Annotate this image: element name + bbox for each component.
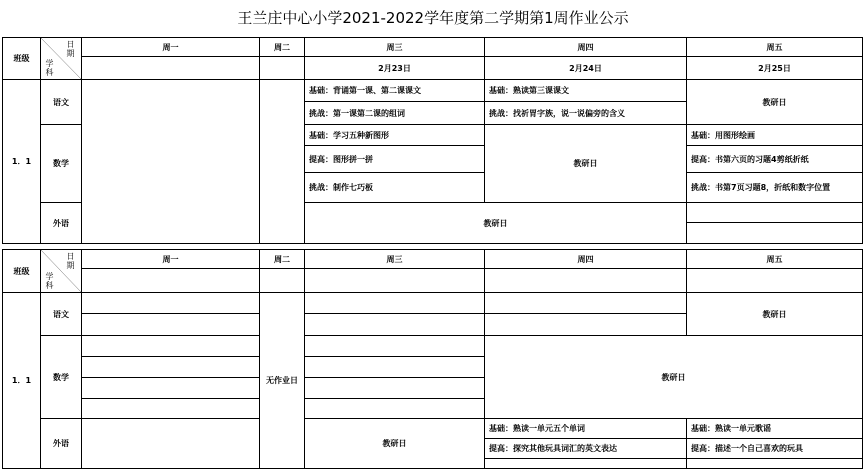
date-wed: 2月23日 [305, 57, 485, 80]
chinese-mon-1 [82, 293, 260, 314]
day-fri-2: 周五 [687, 250, 863, 269]
date-tue-2 [260, 269, 305, 293]
foreign-fri-3 [687, 459, 863, 469]
date-thu-2 [485, 269, 687, 293]
subject-math-2: 数学 [41, 336, 82, 419]
foreign-thu-improve: 提高：探究其他玩具词汇的英文表达 [485, 439, 687, 459]
math-thu-fri: 教研日 [485, 336, 863, 419]
subject-foreign-2: 外语 [41, 419, 82, 469]
day-thu: 周四 [485, 38, 687, 57]
day-fri: 周五 [687, 38, 863, 57]
class-header: 班级 [3, 38, 41, 80]
math-fri-improve: 提高：书第六页的习题4剪纸折纸 [687, 146, 863, 173]
day-tue-2: 周二 [260, 250, 305, 269]
homework-table-2 [2, 249, 863, 469]
day-thu-2: 周四 [485, 250, 687, 269]
subject-header-label: 学科 [45, 59, 54, 77]
page-title: 王兰庄中心小学2021-2022学年度第二学期第1周作业公示 [237, 9, 629, 27]
day-tue: 周二 [260, 38, 305, 57]
math-thu: 教研日 [485, 125, 687, 203]
mon-cell [82, 80, 260, 244]
foreign-fri-basic: 基础：熟读一单元歌谣 [687, 419, 863, 439]
math-mon-2 [82, 357, 260, 378]
math-fri-basic: 基础：用图形绘画 [687, 125, 863, 146]
math-mon-1 [82, 336, 260, 357]
subject-chinese: 语文 [41, 80, 82, 125]
math-wed-improve: 提高：图形拼一拼 [305, 146, 485, 173]
class-cell: 1．1 [3, 80, 41, 244]
date-subject-header [41, 38, 82, 80]
day-mon: 周一 [82, 38, 260, 57]
chinese-wed-basic: 基础：背诵第一课、第二课课文 [305, 80, 485, 102]
tue-cell [260, 80, 305, 244]
math-mon-3 [82, 378, 260, 399]
date-mon [82, 57, 260, 80]
subject-chinese-2: 语文 [41, 293, 82, 336]
date-subject-header-2 [41, 250, 82, 293]
math-wed-1 [305, 336, 485, 357]
date-thu: 2月24日 [485, 57, 687, 80]
subject-header-label-2: 学科 [45, 272, 54, 290]
chinese-wed-2 [305, 314, 485, 336]
class-header-2: 班级 [3, 250, 41, 293]
foreign-fri-1 [687, 203, 863, 223]
foreign-mon [82, 419, 260, 469]
date-wed-2 [305, 269, 485, 293]
chinese-mon-2 [82, 314, 260, 336]
chinese-thu-1 [485, 293, 687, 314]
date-fri-2 [687, 269, 863, 293]
chinese-fri: 教研日 [687, 80, 863, 125]
chinese-wed-challenge: 挑战：第一课第二课的组词 [305, 102, 485, 125]
chinese-fri-2: 教研日 [687, 293, 863, 336]
class-cell-2: 1．1 [3, 293, 41, 469]
date-header-label-2: 日期 [66, 252, 75, 270]
tue-no-homework: 无作业日 [260, 293, 305, 469]
day-wed-2: 周三 [305, 250, 485, 269]
math-mon-4 [82, 399, 260, 419]
math-wed-3 [305, 378, 485, 399]
foreign-thu-basic: 基础：熟读一单元五个单词 [485, 419, 687, 439]
day-wed: 周三 [305, 38, 485, 57]
foreign-fri-2 [687, 223, 863, 244]
date-fri: 2月25日 [687, 57, 863, 80]
math-wed-2 [305, 357, 485, 378]
foreign-wed-thu: 教研日 [305, 203, 687, 244]
chinese-thu-basic: 基础：熟读第三课课文 [485, 80, 687, 102]
foreign-wed: 教研日 [305, 419, 485, 469]
math-wed-basic: 基础：学习五种新图形 [305, 125, 485, 146]
chinese-wed-1 [305, 293, 485, 314]
homework-table-1 [2, 37, 863, 244]
date-mon-2 [82, 269, 260, 293]
subject-math: 数学 [41, 125, 82, 203]
subject-foreign: 外语 [41, 203, 82, 244]
math-fri-challenge: 挑战：书第7页习题8，折纸和数字位置 [687, 173, 863, 203]
math-wed-challenge: 挑战：制作七巧板 [305, 173, 485, 203]
foreign-fri-improve: 提高：描述一个自己喜欢的玩具 [687, 439, 863, 459]
chinese-thu-challenge: 挑战：找祈胃字族，说一说偏旁的含义 [485, 102, 687, 125]
chinese-thu-2 [485, 314, 687, 336]
math-wed-4 [305, 399, 485, 419]
date-header-label: 日期 [66, 40, 75, 58]
date-tue [260, 57, 305, 80]
foreign-thu-3 [485, 459, 687, 469]
day-mon-2: 周一 [82, 250, 260, 269]
